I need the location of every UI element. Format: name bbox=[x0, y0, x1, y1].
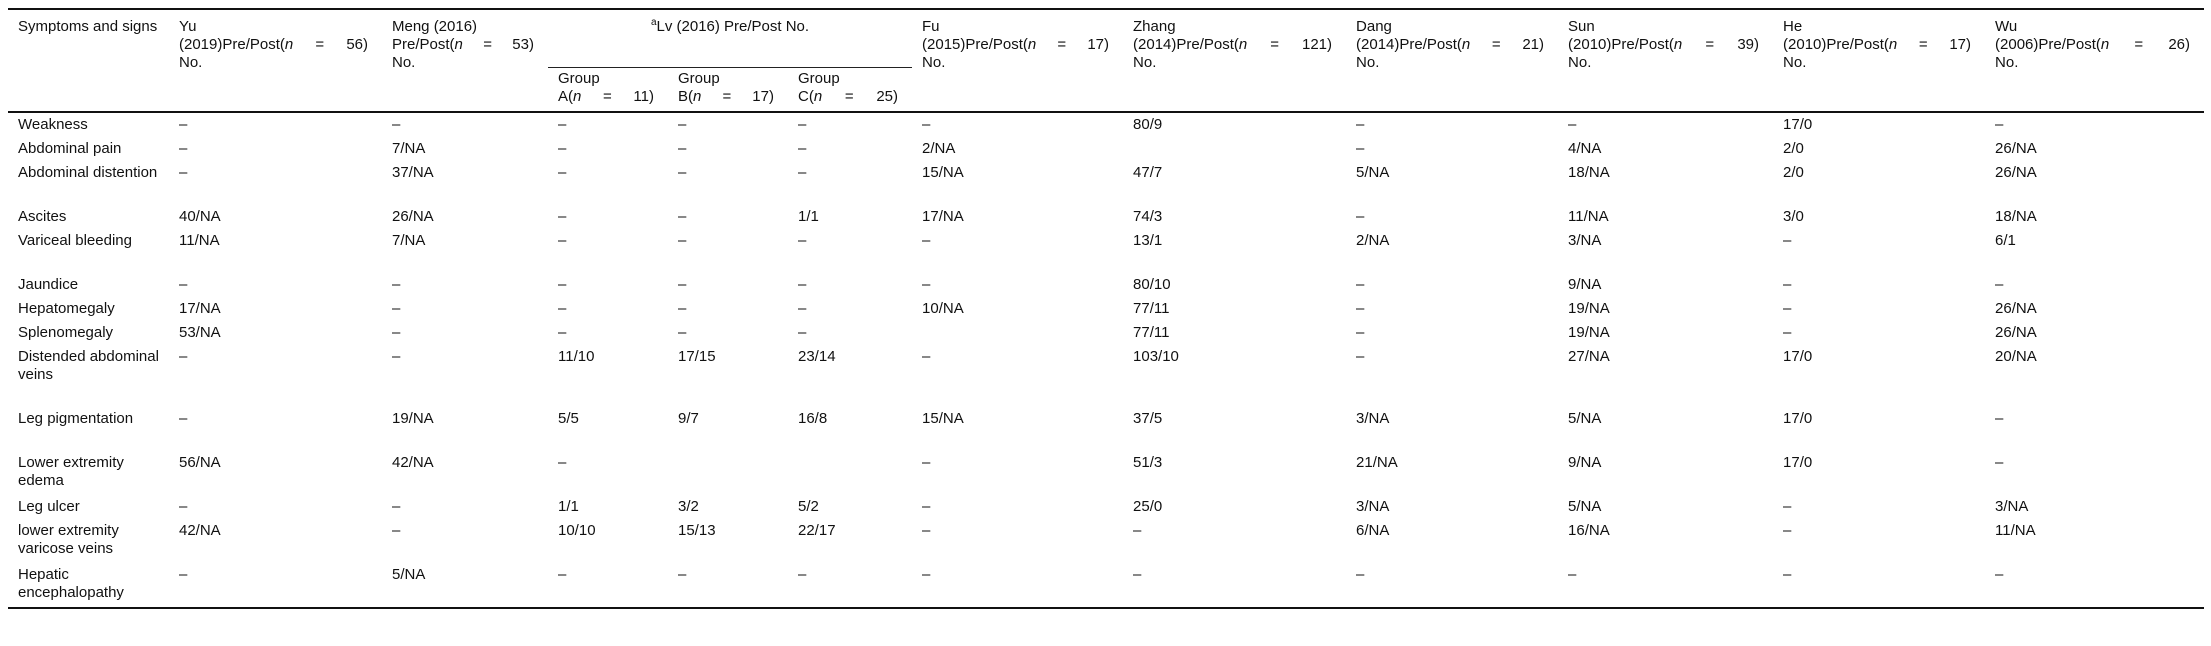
table-cell: 5/5 bbox=[558, 410, 579, 427]
table-cell: – bbox=[678, 232, 687, 249]
table-cell: 26/NA bbox=[1995, 140, 2037, 157]
table-cell: 21/NA bbox=[1356, 454, 1398, 471]
table-cell: 77/11 bbox=[1133, 324, 1170, 341]
table-cell: 17/15 bbox=[678, 348, 716, 365]
table-cell: – bbox=[678, 116, 687, 133]
table-cell: 11/10 bbox=[558, 348, 595, 365]
row-label: Jaundice bbox=[18, 276, 79, 293]
table-cell: – bbox=[1356, 276, 1365, 293]
table-cell: – bbox=[798, 232, 807, 249]
table-cell: – bbox=[1783, 300, 1792, 317]
header-zhang: Zhang (2014)Pre/Post(n = 121) No. bbox=[1123, 9, 1346, 112]
table-cell: 3/NA bbox=[1356, 498, 1390, 515]
table-cell: – bbox=[558, 116, 567, 133]
table-cell bbox=[912, 321, 1123, 345]
table-cell: 11/NA bbox=[179, 232, 220, 249]
table-cell: – bbox=[798, 300, 807, 317]
table-cell: 2/0 bbox=[1783, 164, 1804, 181]
table-cell: – bbox=[678, 566, 687, 583]
table-cell: 37/NA bbox=[392, 164, 434, 181]
table-cell: – bbox=[1783, 522, 1792, 539]
row-label: Variceal bleeding bbox=[18, 232, 132, 249]
header-fu: Fu (2015)Pre/Post(n = 17) No. bbox=[912, 9, 1123, 112]
table-cell: 56/NA bbox=[179, 454, 221, 471]
table-cell: – bbox=[678, 208, 687, 225]
row-label: Leg pigmentation bbox=[18, 410, 134, 427]
table-cell: – bbox=[1356, 348, 1365, 365]
table-cell: 9/7 bbox=[678, 410, 699, 427]
table-cell: – bbox=[558, 324, 567, 341]
table-row bbox=[8, 229, 2204, 273]
header-yu: Yu (2019)Pre/Post(n = 56) No. bbox=[169, 9, 382, 112]
table-cell: 3/2 bbox=[678, 498, 699, 515]
table-cell: 13/1 bbox=[1133, 232, 1163, 249]
table-cell: 51/3 bbox=[1133, 454, 1163, 471]
table-cell: 16/NA bbox=[1568, 522, 1610, 539]
table-cell: – bbox=[1568, 116, 1577, 133]
table-cell: 80/10 bbox=[1133, 276, 1171, 293]
table-cell: 1/1 bbox=[798, 208, 819, 225]
table-cell: – bbox=[179, 566, 188, 583]
table-cell: – bbox=[1783, 324, 1792, 341]
table-cell: – bbox=[1356, 324, 1365, 341]
table-cell: – bbox=[798, 566, 807, 583]
table-cell: – bbox=[392, 324, 401, 341]
table-row bbox=[8, 273, 2204, 297]
table-cell: 3/0 bbox=[1783, 208, 1804, 225]
table-cell: – bbox=[678, 324, 687, 341]
table-cell: – bbox=[1995, 410, 2004, 427]
table-cell: 3/NA bbox=[1356, 410, 1390, 427]
table-cell: 42/NA bbox=[179, 522, 221, 539]
table-cell: 2/0 bbox=[1783, 140, 1804, 157]
table-cell: – bbox=[1133, 522, 1142, 539]
table-cell: – bbox=[1783, 276, 1792, 293]
row-label: lower extremity varicose veins bbox=[18, 522, 119, 557]
table-cell: 5/NA bbox=[1568, 498, 1602, 515]
table-cell bbox=[1123, 137, 1346, 161]
table-cell: – bbox=[922, 498, 931, 515]
table-cell: 15/13 bbox=[678, 522, 716, 539]
table-cell: – bbox=[922, 566, 931, 583]
table-cell: 17/NA bbox=[922, 208, 964, 225]
table-cell: 25/0 bbox=[1133, 498, 1163, 515]
header-lv-group-c: Group C(n = 25) bbox=[788, 68, 912, 113]
table-cell: – bbox=[558, 566, 567, 583]
table-cell: – bbox=[179, 410, 188, 427]
table-cell: 26/NA bbox=[1995, 164, 2037, 181]
table-cell: – bbox=[922, 116, 931, 133]
table-cell: 17/NA bbox=[179, 300, 221, 317]
table-cell: 20/NA bbox=[1995, 348, 2037, 365]
table-row bbox=[8, 297, 2204, 321]
table-cell: – bbox=[179, 140, 188, 157]
header-he: He (2010)Pre/Post(n = 17) No. bbox=[1773, 9, 1985, 112]
table-cell: – bbox=[1995, 566, 2004, 583]
table-cell: – bbox=[1568, 566, 1577, 583]
row-label: Hepatic encephalopathy bbox=[18, 566, 124, 601]
table-row bbox=[8, 205, 2204, 229]
table-cell: – bbox=[558, 232, 567, 249]
table-cell: – bbox=[798, 324, 807, 341]
table-cell: 80/9 bbox=[1133, 116, 1163, 133]
table-cell: 9/NA bbox=[1568, 276, 1602, 293]
header-dang: Dang (2014)Pre/Post(n = 21) No. bbox=[1346, 9, 1558, 112]
table-cell: 19/NA bbox=[1568, 300, 1610, 317]
table-cell: 37/5 bbox=[1133, 410, 1163, 427]
row-label: Abdominal distention bbox=[18, 164, 158, 181]
table-cell: – bbox=[798, 116, 807, 133]
row-label: Splenomegaly bbox=[18, 324, 114, 341]
table-cell: 10/10 bbox=[558, 522, 596, 539]
table-row bbox=[8, 137, 2204, 161]
table-cell: – bbox=[558, 208, 567, 225]
table-cell: – bbox=[678, 164, 687, 181]
row-label: Hepatomegaly bbox=[18, 300, 115, 317]
table-cell: – bbox=[1356, 300, 1365, 317]
table-cell: 27/NA bbox=[1568, 348, 1610, 365]
table-cell: – bbox=[678, 276, 687, 293]
table-row bbox=[8, 161, 2204, 205]
table-cell: – bbox=[798, 164, 807, 181]
table-cell: – bbox=[922, 276, 931, 293]
table-cell: 47/7 bbox=[1133, 164, 1163, 181]
table-cell: 19/NA bbox=[1568, 324, 1610, 341]
table-cell: – bbox=[678, 140, 687, 157]
table-cell bbox=[788, 451, 912, 495]
table-cell: 11/NA bbox=[1995, 522, 2036, 539]
table-cell: 74/3 bbox=[1133, 208, 1163, 225]
table-cell: 5/2 bbox=[798, 498, 819, 515]
row-label: Distended abdominal veins bbox=[18, 348, 159, 383]
table-cell: 6/1 bbox=[1995, 232, 2016, 249]
table-cell: 42/NA bbox=[392, 454, 434, 471]
table-cell: 3/NA bbox=[1568, 232, 1602, 249]
table-cell: 15/NA bbox=[922, 410, 964, 427]
table-cell: – bbox=[392, 116, 401, 133]
table-cell: 17/0 bbox=[1783, 410, 1813, 427]
table-row bbox=[8, 495, 2204, 519]
table-cell: – bbox=[179, 276, 188, 293]
row-label: Weakness bbox=[18, 116, 88, 133]
row-label: Ascites bbox=[18, 208, 67, 225]
table-cell: – bbox=[1133, 566, 1142, 583]
row-label: Lower extremity edema bbox=[18, 454, 124, 489]
table-cell: – bbox=[922, 348, 931, 365]
table-cell bbox=[668, 451, 788, 495]
table-cell: 16/8 bbox=[798, 410, 828, 427]
table-cell: – bbox=[798, 140, 807, 157]
table-row bbox=[8, 345, 2204, 407]
table-cell: 3/NA bbox=[1995, 498, 2029, 515]
table-cell: 7/NA bbox=[392, 232, 426, 249]
row-label: Abdominal pain bbox=[18, 140, 122, 157]
header-lv: $^a$Lv (2016) Pre/Post No. bbox=[548, 9, 912, 68]
table-row bbox=[8, 112, 2204, 137]
table-cell: – bbox=[179, 116, 188, 133]
table-cell: – bbox=[179, 164, 188, 181]
header-lv-group-b: Group B(n = 17) bbox=[668, 68, 788, 113]
table-row bbox=[8, 451, 2204, 495]
table-cell: 26/NA bbox=[1995, 300, 2037, 317]
table-cell: 5/NA bbox=[392, 566, 426, 583]
table-cell: – bbox=[558, 276, 567, 293]
table-cell: 17/0 bbox=[1783, 454, 1813, 471]
table-cell: – bbox=[1995, 276, 2004, 293]
header-sun: Sun (2010)Pre/Post(n = 39) No. bbox=[1558, 9, 1773, 112]
header-wu: Wu (2006)Pre/Post(n = 26) No. bbox=[1985, 9, 2204, 112]
table-cell: – bbox=[392, 522, 401, 539]
table-cell: 11/NA bbox=[1568, 208, 1609, 225]
table-cell: 1/1 bbox=[558, 498, 579, 515]
table-cell: – bbox=[922, 454, 931, 471]
table-cell: 7/NA bbox=[392, 140, 426, 157]
table-cell: 5/NA bbox=[1568, 410, 1602, 427]
table-cell: – bbox=[1783, 566, 1792, 583]
table-cell: 103/10 bbox=[1133, 348, 1179, 365]
table-cell: 5/NA bbox=[1356, 164, 1390, 181]
table-cell: 26/NA bbox=[1995, 324, 2037, 341]
table-cell: – bbox=[678, 300, 687, 317]
table-cell: 18/NA bbox=[1995, 208, 2037, 225]
table-cell: – bbox=[392, 276, 401, 293]
table-cell: – bbox=[392, 498, 401, 515]
table-cell: 23/14 bbox=[798, 348, 836, 365]
table-container bbox=[8, 8, 2204, 609]
table-row bbox=[8, 321, 2204, 345]
table-cell: – bbox=[1783, 232, 1792, 249]
header-meng: Meng (2016) Pre/Post(n = 53) No. bbox=[382, 9, 548, 112]
header-lv-group-a: Group A(n = 11) bbox=[548, 68, 668, 113]
symptoms-table bbox=[8, 8, 2204, 609]
table-cell: 53/NA bbox=[179, 324, 221, 341]
table-cell: 17/0 bbox=[1783, 348, 1813, 365]
table-cell: – bbox=[1995, 116, 2004, 133]
table-cell: 26/NA bbox=[392, 208, 434, 225]
table-row bbox=[8, 519, 2204, 563]
table-cell: 4/NA bbox=[1568, 140, 1602, 157]
table-body bbox=[8, 112, 2204, 608]
table-cell: – bbox=[179, 498, 188, 515]
header-symptoms: Symptoms and signs bbox=[8, 9, 169, 112]
table-cell: 17/0 bbox=[1783, 116, 1813, 133]
table-header bbox=[8, 9, 2204, 112]
table-cell: – bbox=[1995, 454, 2004, 471]
table-cell: 6/NA bbox=[1356, 522, 1390, 539]
table-cell: – bbox=[922, 232, 931, 249]
table-cell: – bbox=[558, 300, 567, 317]
table-cell: – bbox=[392, 348, 401, 365]
table-cell: – bbox=[922, 522, 931, 539]
table-cell: 2/NA bbox=[1356, 232, 1390, 249]
table-cell: – bbox=[179, 348, 188, 365]
table-cell: – bbox=[392, 300, 401, 317]
table-cell: – bbox=[558, 454, 567, 471]
table-cell: – bbox=[558, 164, 567, 181]
table-cell: 15/NA bbox=[922, 164, 964, 181]
row-label: Leg ulcer bbox=[18, 498, 80, 515]
table-cell: 18/NA bbox=[1568, 164, 1610, 181]
table-cell: – bbox=[798, 276, 807, 293]
table-cell: 10/NA bbox=[922, 300, 964, 317]
table-cell: 22/17 bbox=[798, 522, 836, 539]
table-cell: – bbox=[558, 140, 567, 157]
table-cell: – bbox=[1783, 498, 1792, 515]
table-cell: 77/11 bbox=[1133, 300, 1170, 317]
table-cell: – bbox=[1356, 208, 1365, 225]
table-cell: 2/NA bbox=[922, 140, 956, 157]
table-row bbox=[8, 563, 2204, 608]
table-row bbox=[8, 407, 2204, 451]
table-cell: – bbox=[1356, 566, 1365, 583]
table-cell: – bbox=[1356, 116, 1365, 133]
table-cell: – bbox=[1356, 140, 1365, 157]
table-cell: 19/NA bbox=[392, 410, 434, 427]
table-cell: 40/NA bbox=[179, 208, 221, 225]
table-cell: 9/NA bbox=[1568, 454, 1602, 471]
